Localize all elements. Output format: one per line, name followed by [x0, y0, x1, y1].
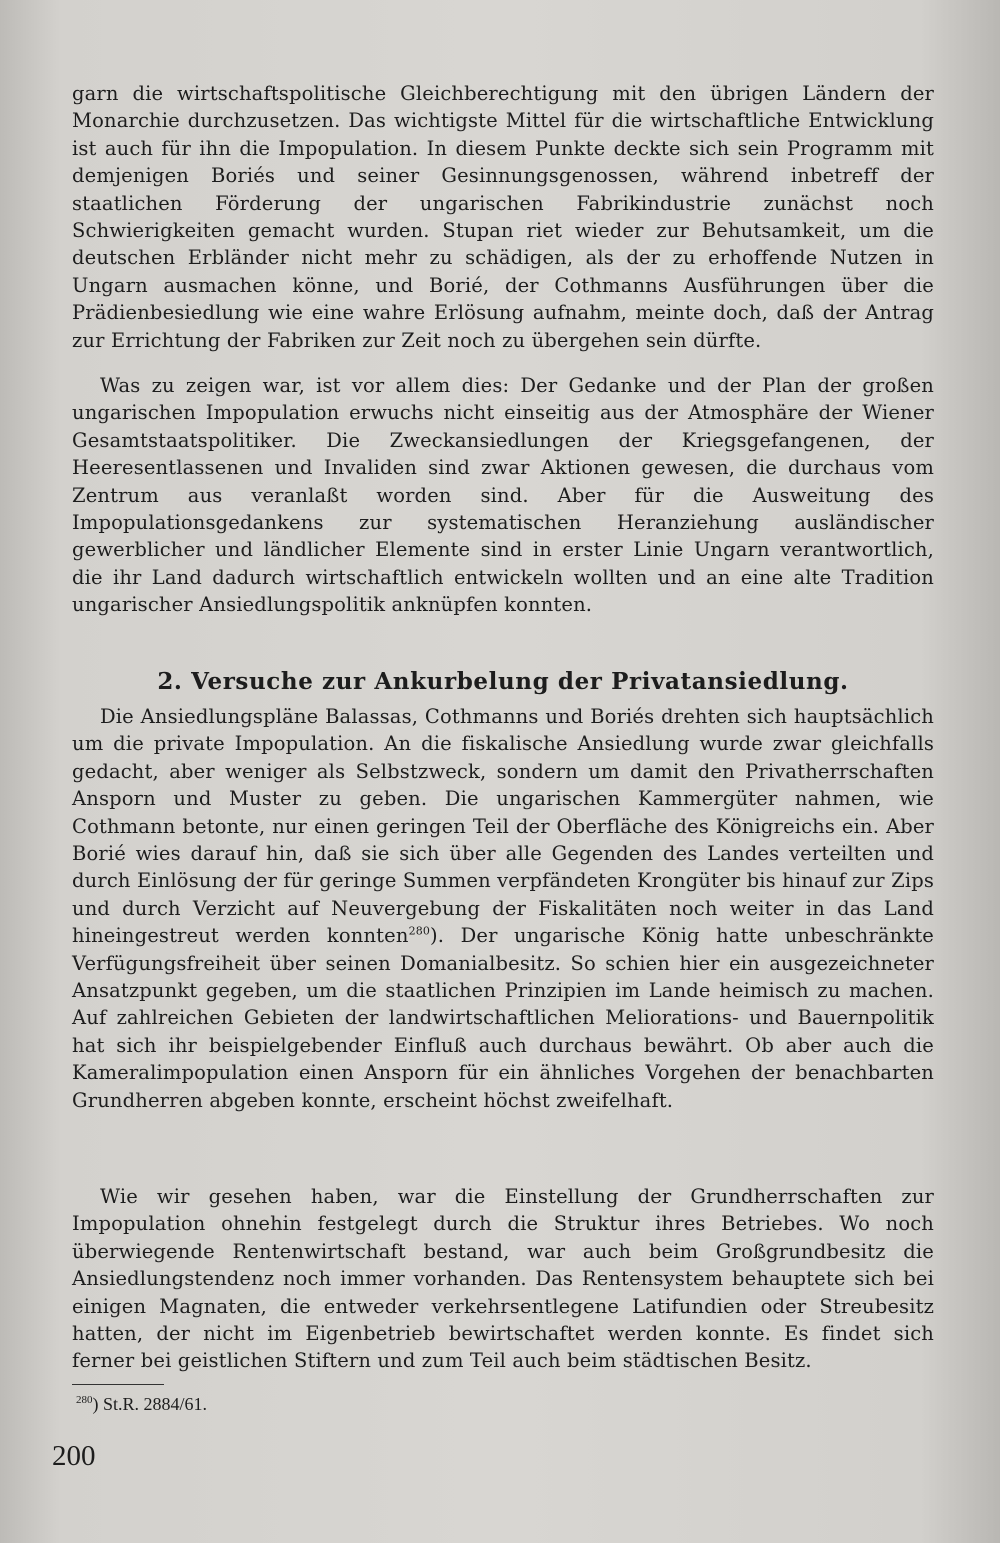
paragraph-3-text-b: ). Der ungarische König hatte unbeschränkte Verfügungsfreiheit über seinen Domanialbesitz. So schien hier ein ausgezeichneter Ansatzpunkt gegeben, um die staatlichen Prinzipien im Lande heimisch zu machen. Auf zahlreichen Gebieten der landwirtschaftlichen Meliorations- und Bauernpolitik hat sich ihr beispielgebender Einfluß auch durchaus bewährt. Ob aber auch die Kameralimpopulation einen Ansporn für ein ähnliches Vorgehen der benachbarten Grundherren abgeben konnte, erscheint höchst zweifelhaft.	[72, 924, 934, 1112]
paragraph-4: Wie wir gesehen haben, war die Einstellung der Grundherrschaften zur Impopulation ohnehin festgelegt durch die Struktur ihres Betriebes. Wo noch überwiegende Rentenwirtschaft bestand, war auch beim Großgrundbesitz die Ansiedlungstendenz noch immer vorhanden. Das Rentensystem behauptete sich bei einigen Magnaten, die entweder verkehrsentlegene Latifundien oder Streubesitz hatten, der nicht im Eigenbetrieb bewirtschaftet werden konnte. Es findet sich ferner bei geistlichen Stiftern und zum Teil auch beim städtischen Besitz.	[72, 1185, 934, 1373]
page-number: 200	[52, 1440, 96, 1472]
footnote-number: 280	[76, 1394, 93, 1406]
footnote	[76, 1394, 207, 1415]
footnote-reference: 280	[408, 924, 431, 938]
paragraph-3-text-a: Die Ansiedlungspläne Balassas, Cothmanns und Boriés drehten sich hauptsächlich um die private Impopulation. An die fiskalische Ansiedlung wurde zwar gleichfalls gedacht, aber weniger als Selbstzweck, sondern um damit den Privatherrschaften Ansporn und Muster zu geben. Die ungarischen Kammergüter nahmen, wie Cothmann betonte, nur einen geringen Teil der Oberfläche des Königreichs ein. Aber Borié wies darauf hin, daß sie sich über alle Gegenden des Landes verteilten und durch Einlösung der für geringe Summen verpfändeten Krongüter bis hinauf zur Zips und durch Verzicht auf Neuvergebung der Fiskalitäten noch weiter in das Land hineingestreut werden konnten	[72, 705, 934, 948]
paragraph-3	[72, 703, 934, 1114]
footnote-divider	[72, 1384, 164, 1385]
section-heading: 2. Versuche zur Ankurbelung der Privatansiedlung.	[157, 668, 849, 695]
paragraph-2: Was zu zeigen war, ist vor allem dies: Der Gedanke und der Plan der großen ungarischen Impopulation erwuchs nicht einseitig aus der Atmosphäre der Wiener Gesamtstaatspolitiker. Die Zweckansiedlungen der Kriegsgefangenen, der Heeresentlassenen und Invaliden sind zwar Aktionen gewesen, die durchaus vom Zentrum aus veranlaßt worden sind. Aber für die Ausweitung des Impopulationsgedankens zur systematischen Heranziehung ausländischer gewerblicher und ländlicher Elemente sind in erster Linie Ungarn verantwortlich, die ihr Land dadurch wirtschaftlich entwickeln wollten und an eine alte Tradition ungarischer Ansiedlungspolitik anknüpfen konnten.	[72, 374, 934, 617]
paragraph-1: garn die wirtschaftspolitische Gleichberechtigung mit den übrigen Ländern der Monarchie durchzusetzen. Das wichtigste Mittel für die wirtschaftliche Entwicklung ist auch für ihn die Impopulation. In diesem Punkte deckte sich sein Programm mit demjenigen Boriés und seiner Gesinnungsgenossen, während inbetreff der staatlichen Förderung der ungarischen Fabrikindustrie zunächst noch Schwierigkeiten gemacht wurden. Stupan riet wieder zur Behutsamkeit, um die deutschen Erbländer nicht mehr zu schädigen, als der zu erhoffende Nutzen in Ungarn ausmachen könne, und Borié, der Cothmanns Ausführungen über die Prädienbesiedlung wie eine wahre Erlösung aufnahm, meinte doch, daß der Antrag zur Errichtung der Fabriken zur Zeit noch zu übergehen sein dürfte.	[72, 82, 934, 352]
footnote-text: ) St.R. 2884/61.	[92, 1394, 208, 1414]
